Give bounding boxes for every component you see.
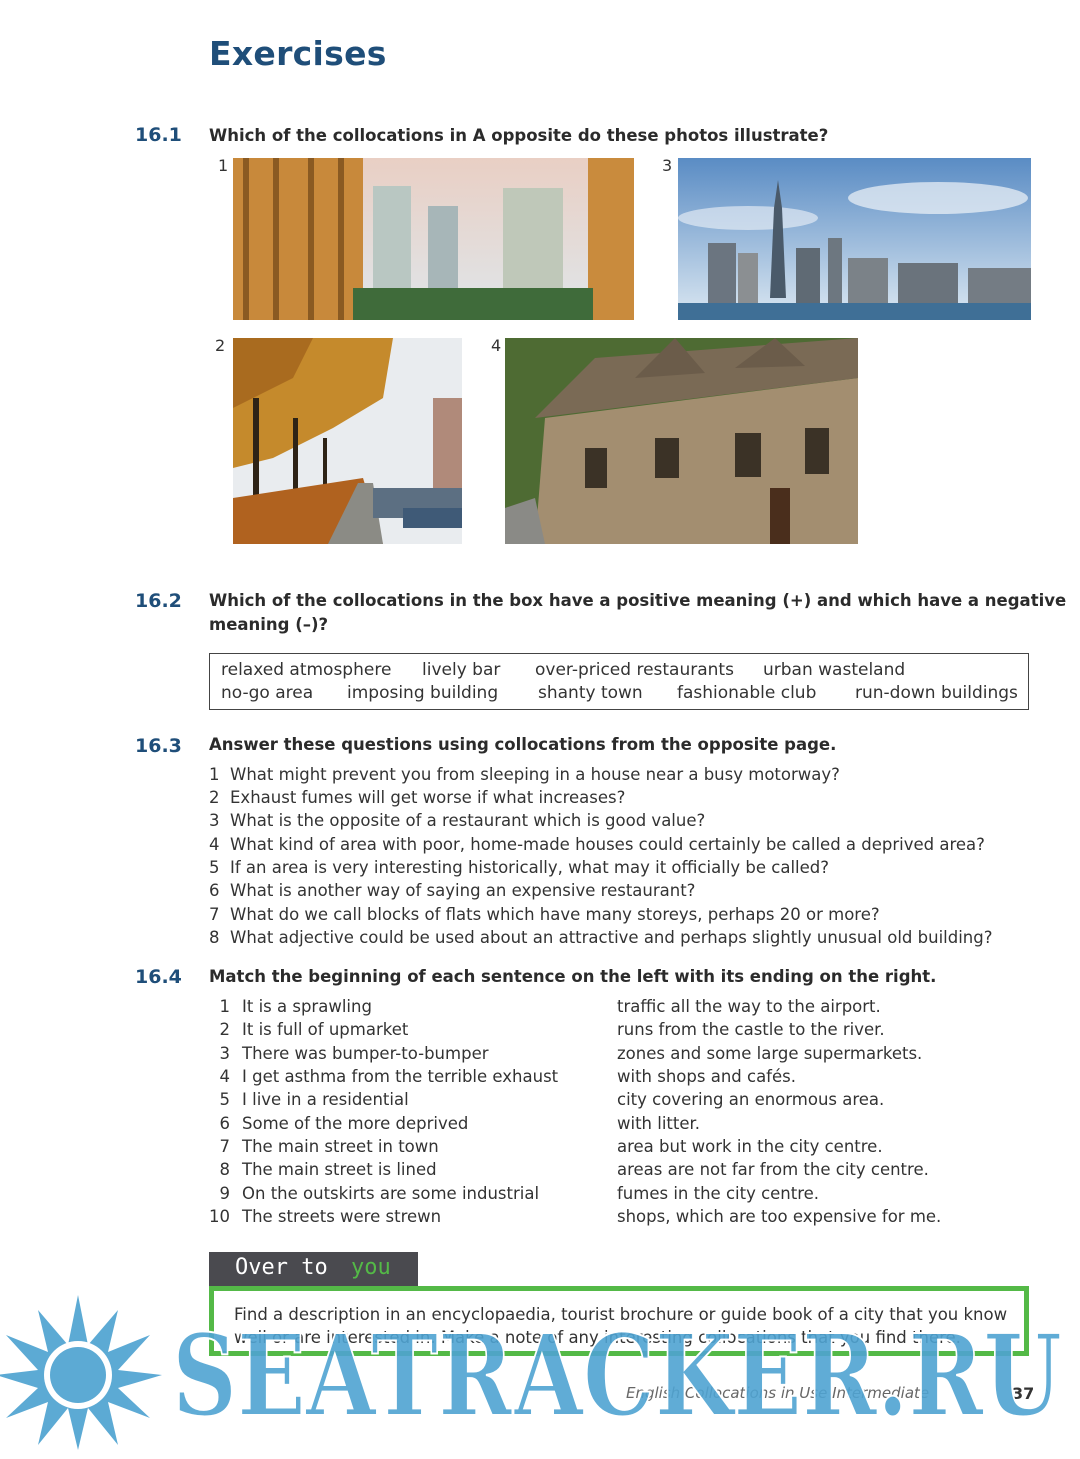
exercise-number-16-4: 16.4 — [135, 966, 182, 988]
page-title: Exercises — [209, 34, 387, 73]
left-item-number: 2 — [219, 1020, 230, 1039]
box-item: urban wasteland — [763, 660, 906, 680]
photo-city-skyline — [678, 158, 1031, 320]
photo-label-3: 3 — [662, 156, 673, 175]
exercise-question-16-2-line1: Which of the collocations in the box have a positive meaning (+) and which have a negative — [209, 591, 1067, 610]
left-item-number: 6 — [219, 1114, 230, 1133]
left-item-number: 3 — [219, 1044, 230, 1063]
box-item: run-down buildings — [855, 683, 1018, 703]
left-item-number: 7 — [219, 1137, 230, 1156]
right-item-text: shops, which are too expensive for me. — [617, 1207, 942, 1226]
list-item: 5 If an area is very interesting historically, what may it officially be called? — [209, 858, 830, 877]
left-item-number: 8 — [219, 1160, 230, 1179]
list-item: 8 What adjective could be used about an attractive and perhaps slightly unusual old building? — [209, 928, 993, 947]
left-item-text: It is a sprawling — [242, 997, 372, 1016]
exercise-question-16-1: Which of the collocations in A opposite do these photos illustrate? — [209, 126, 829, 145]
list-item: 7 What do we call blocks of flats which have many storeys, perhaps 20 or more? — [209, 905, 880, 924]
over-to-you-title-accent: you — [351, 1255, 391, 1280]
photo-label-1: 1 — [218, 156, 229, 175]
box-item: shanty town — [538, 683, 643, 703]
left-item-text: The main street in town — [242, 1137, 439, 1156]
photo-high-rise-blocks — [233, 158, 634, 320]
left-item-number: 10 — [209, 1207, 230, 1226]
left-item-text: There was bumper-to-bumper — [242, 1044, 489, 1063]
box-item: relaxed atmosphere — [221, 660, 392, 680]
collocation-box — [209, 653, 1029, 710]
list-item: 3 What is the opposite of a restaurant which is good value? — [209, 811, 706, 830]
exercise-question-16-3: Answer these questions using collocations from the opposite page. — [209, 735, 837, 754]
sun-icon — [0, 1295, 162, 1450]
list-item: 1 What might prevent you from sleeping in a house near a busy motorway? — [209, 765, 840, 784]
list-item: 2 Exhaust fumes will get worse if what increases? — [209, 788, 626, 807]
exercise-question-16-2-line2: meaning (–)? — [209, 615, 329, 634]
right-item-text: traffic all the way to the airport. — [617, 997, 881, 1016]
left-item-text: On the outskirts are some industrial — [242, 1184, 540, 1203]
left-item-text: Some of the more deprived — [242, 1114, 469, 1133]
exercise-question-16-4: Match the beginning of each sentence on the left with its ending on the right. — [209, 967, 937, 986]
right-item-text: fumes in the city centre. — [617, 1184, 820, 1203]
left-item-number: 5 — [219, 1090, 230, 1109]
footer-book-title: English Collocations in Use Intermediate — [626, 1384, 930, 1402]
box-item: lively bar — [422, 660, 501, 680]
left-item-number: 9 — [219, 1184, 230, 1203]
list-item: 6 What is another way of saying an expensive restaurant? — [209, 881, 696, 900]
right-item-text: areas are not far from the city centre. — [617, 1160, 929, 1179]
exercise-number-16-1: 16.1 — [135, 124, 182, 146]
left-item-number: 4 — [219, 1067, 230, 1086]
box-item: fashionable club — [677, 683, 817, 703]
right-item-text: city covering an enormous area. — [617, 1090, 885, 1109]
box-item: over-priced restaurants — [535, 660, 734, 680]
right-item-text: with litter. — [617, 1114, 701, 1133]
photo-label-2: 2 — [215, 336, 226, 355]
left-item-text: I live in a residential — [242, 1090, 409, 1109]
photo-label-4: 4 — [491, 336, 502, 355]
photo-stone-cottages — [505, 338, 858, 544]
box-item: imposing building — [347, 683, 499, 703]
right-item-text: runs from the castle to the river. — [617, 1020, 885, 1039]
right-item-text: with shops and cafés. — [617, 1067, 796, 1086]
left-item-text: I get asthma from the terrible exhaust — [242, 1067, 559, 1086]
left-item-text: It is full of upmarket — [242, 1020, 409, 1039]
left-item-text: The main street is lined — [242, 1160, 437, 1179]
left-item-text: The streets were strewn — [242, 1207, 442, 1226]
over-to-you-text: Find a description in an encyclopaedia, tourist brochure or guide book of a city that you know well or are interested in. Make a note of any interesting collocations that you find there. — [234, 1305, 1008, 1347]
over-to-you-tab — [209, 1252, 418, 1286]
photo-tree-lined-street — [233, 338, 462, 544]
right-item-text: zones and some large supermarkets. — [617, 1044, 923, 1063]
right-item-text: area but work in the city centre. — [617, 1137, 883, 1156]
watermark-text: SEATRACKER.RU — [172, 1311, 1062, 1442]
exercise-number-16-3: 16.3 — [135, 735, 182, 757]
left-item-number: 1 — [219, 997, 230, 1016]
box-item: no-go area — [221, 683, 314, 703]
over-to-you-title: Over to — [235, 1255, 328, 1280]
page-number: 37 — [1012, 1384, 1035, 1403]
exercise-number-16-2: 16.2 — [135, 590, 182, 612]
list-item: 4 What kind of area with poor, home-made houses could certainly be called a deprived area? — [209, 835, 985, 854]
over-to-you-box — [209, 1286, 1029, 1356]
